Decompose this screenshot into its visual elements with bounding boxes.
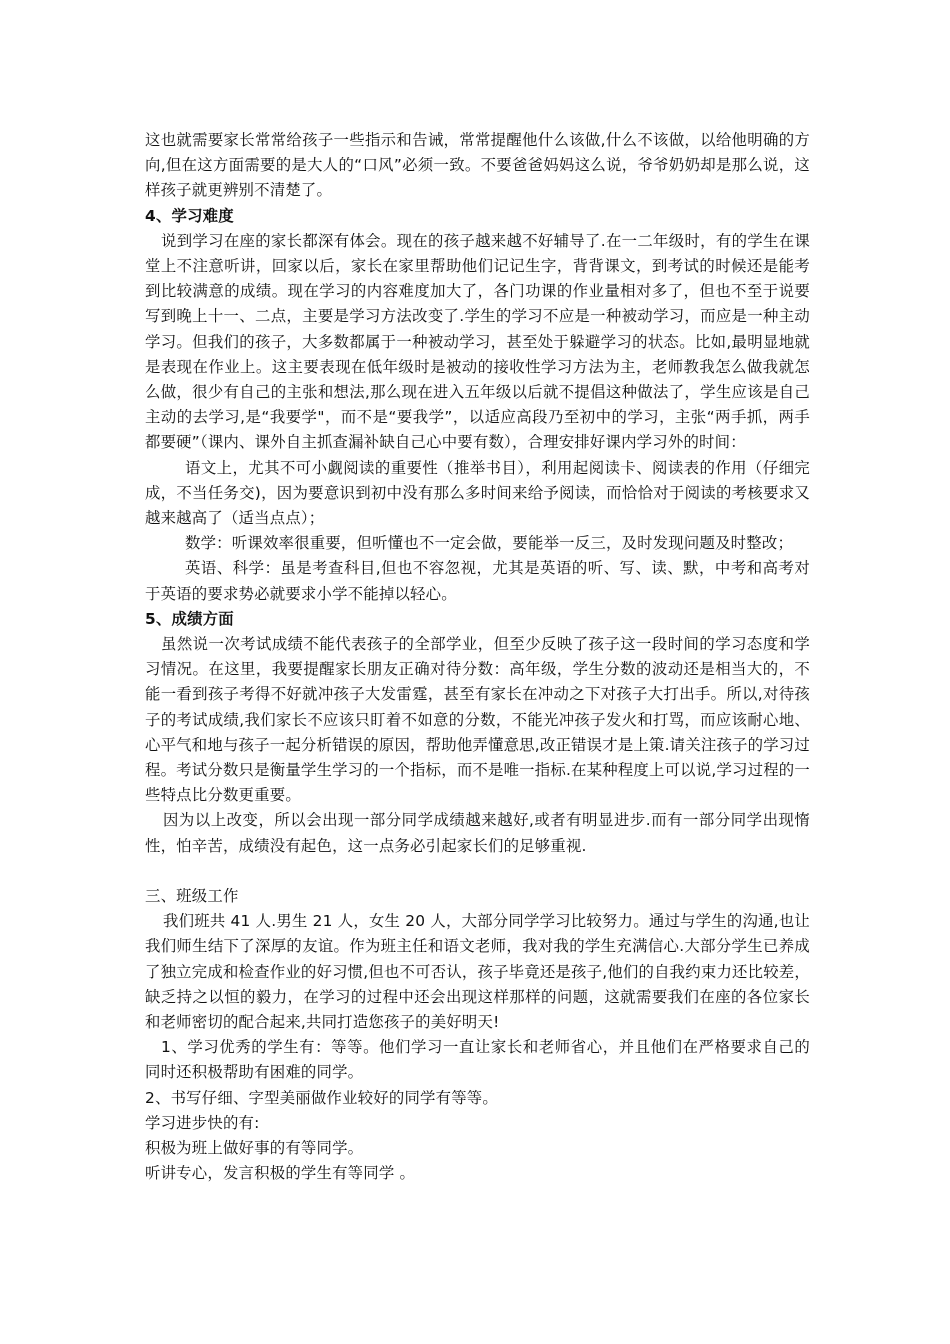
blank-line [145,859,810,884]
paragraph-learning-difficulty: 说到学习在座的家长都深有体会。现在的孩子越来越不好辅导了.在一二年级时，有的学生在课堂上不注意听讲，回家以后，家长在家里帮助他们记记生字，背背课文，到考试的时候还是能考到比较满意的成绩。现在学习的内容难度加大了，各门功课的作业量相对多了，但也不至于说要写到晚上十一、二点，主要是学习方法改变了.学生的学习不应是一种被动学习，而应是一种主动学习。但我们的孩子，大多数都属于一种被动学习，甚至处于躲避学习的状态。比如,最明显地就是表现在作业上。这主要表现在低年级时是被动的接收性学习方法为主，老师教我怎么做我就怎么做，很少有自己的主张和想法,那么现在进入五年级以后就不提倡这种做法了，学生应该是自己主动的去学习,是“我要学"，而不是“要我学”，以适应高段乃至初中的学习，主张“两手抓，两手都要硬”（课内、课外自主抓查漏补缺自己心中要有数），合理安排好课内学习外的时间： [145,231,810,452]
list-item-excellent-students: 1、学习优秀的学生有：等等。他们学习一直让家长和老师省心，并且他们在严格要求自己的同时还积极帮助有困难的同学。 [145,1038,810,1082]
paragraph-changes: 因为以上改变，所以会出现一部分同学成绩越来越好,或者有明显进步.而有一部分同学出现惰性，怕辛苦，成绩没有起色，这一点务必引起家长们的足够重视. [145,811,810,855]
list-item-good-handwriting: 2、书写仔细、字型美丽做作业较好的同学有等等。 [145,1088,498,1107]
list-item-fast-progress: 学习进步快的有: [145,1113,260,1132]
section-heading-class-work: 三、班级工作 [145,886,239,905]
paragraph-english-science: 英语、科学：虽是考查科目,但也不容忽视，尤其是英语的听、写、读、默，中考和高考对于英语的要求势必就要求小学不能掉以轻心。 [145,559,810,603]
paragraph-parent-guidance: 这也就需要家长常常给孩子一些指示和告诫，常常提醒他什么该做,什么不该做，以给他明确的方向,但在这方面需要的是大人的“口风”必须一致。不要爸爸妈妈这么说，爷爷奶奶却是那么说，这样孩子就更辨别不清楚了。 [145,131,810,200]
paragraph-class-work: 我们班共 41 人.男生 21 人，女生 20 人，大部分同学学习比较努力。通过与学生的沟通,也让我们师生结下了深厚的友谊。作为班主任和语文老师，我对我的学生充满信心.大部分学生已养成了独立完成和检查作业的好习惯,但也不可否认，孩子毕竟还是孩子,他们的自我约束力还比较差，缺乏持之以恒的毅力，在学习的过程中还会出现这样那样的问题，这就需要我们在座的各位家长和老师密切的配合起来,共同打造您孩子的美好明天! [145,912,810,1031]
paragraph-chinese: 语文上，尤其不可小觑阅读的重要性（推举书目），利用起阅读卡、阅读表的作用（仔细完成，不当任务交)，因为要意识到初中没有那么多时间来给予阅读，而恰恰对于阅读的考核要求又越来越高了（适当点点）； [145,458,810,528]
document-body [145,128,810,1186]
paragraph-grades: 虽然说一次考试成绩不能代表孩子的全部学业，但至少反映了孩子这一段时间的学习态度和学习情况。在这里，我要提醒家长朋友正确对待分数：高年级，学生分数的波动还是相当大的，不能一看到孩子考得不好就冲孩子大发雷霆，甚至有家长在冲动之下对孩子大打出手。所以,对待孩子的考试成绩,我们家长不应该只盯着不如意的分数，不能光冲孩子发火和打骂，而应该耐心地、心平气和地与孩子一起分析错误的原因，帮助他弄懂意思,改正错误才是上策.请关注孩子的学习过程。考试分数只是衡量学生学习的一个指标，而不是唯一指标.在某种程度上可以说,学习过程的一些特点比分数更重要。 [145,635,810,805]
paragraph-math: 数学：听课效率很重要，但听懂也不一定会做，要能举一反三，及时发现问题及时整改； [185,534,794,553]
section-heading-learning-difficulty: 4、学习难度 [145,206,234,225]
section-heading-grades: 5、成绩方面 [145,609,234,628]
list-item-attentive: 听讲专心，发言积极的学生有等同学 。 [145,1164,416,1183]
list-item-good-deeds: 积极为班上做好事的有等同学。 [145,1138,364,1157]
